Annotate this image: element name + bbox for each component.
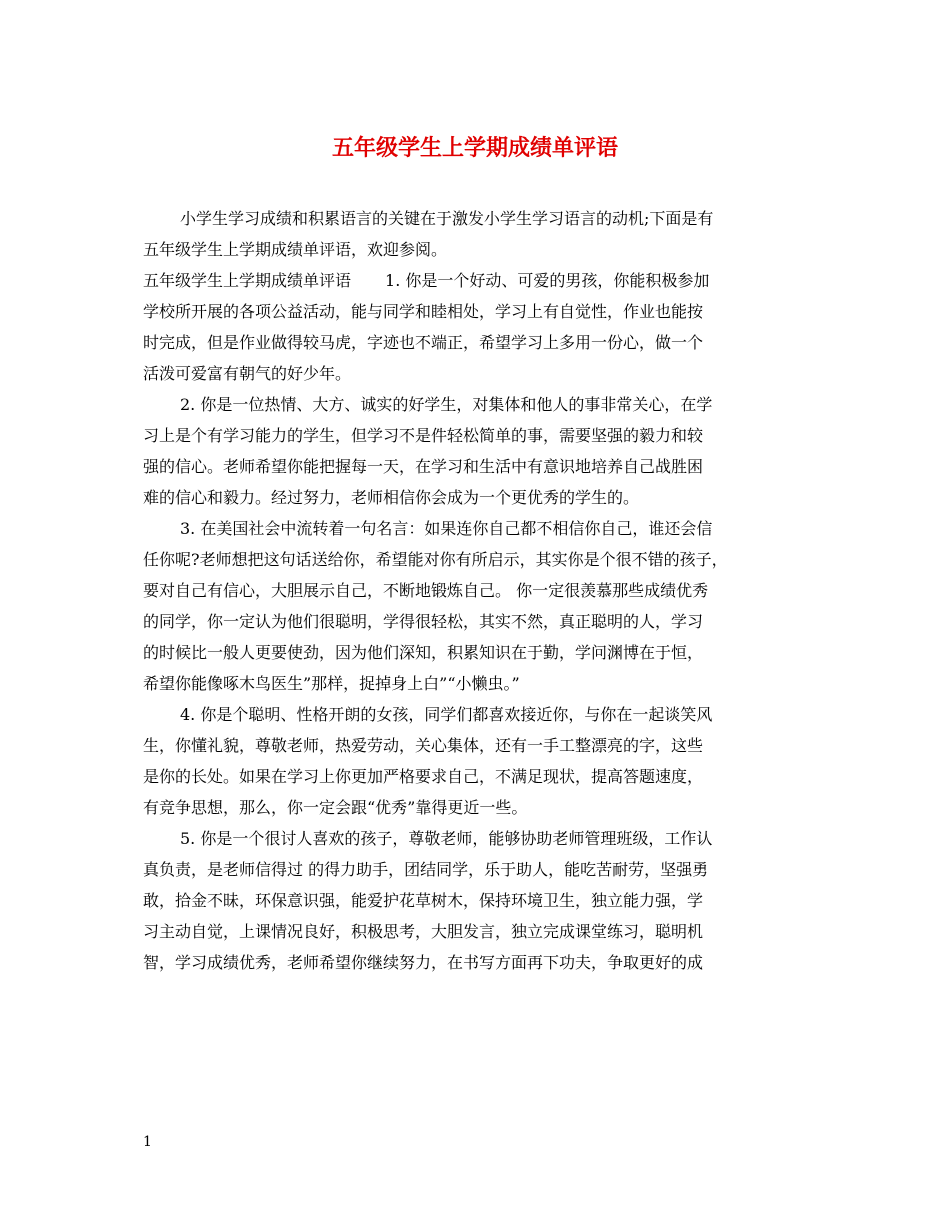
section-heading: 五年级学生上学期成绩单评语 [143, 271, 352, 290]
body-line: 学校所开展的各项公益活动，能与同学和睦相处，学习上有自觉性，作业也能按 [143, 302, 704, 321]
body-line: 五年级学生上学期成绩单评语，欢迎参阅。 [143, 240, 448, 259]
body-line: 时完成，但是作业做得较马虎，字迹也不端正，希望学习上多用一份心，做一个 [143, 333, 704, 352]
body-line: 小学生学习成绩和积累语言的关键在于激发小学生学习语言的动机;下面是有 [180, 209, 714, 228]
body-line: 任你呢?老师想把这句话送给你，希望能对你有所启示，其实你是个很不错的孩子， [143, 550, 728, 569]
body-line: 活泼可爱富有朝气的好少年。 [143, 364, 352, 383]
comment-item-1-start: 1. 你是一个好动、可爱的男孩，你能积极参加 [385, 271, 710, 290]
body-line: 希望你能像啄木鸟医生”那样，捉掉身上白”“小懒虫。” [143, 674, 520, 693]
body-line: 真负责，是老师信得过 的得力助手，团结同学，乐于助人，能吃苦耐劳，坚强勇 [143, 860, 709, 879]
document-title: 五年级学生上学期成绩单评语 [331, 135, 618, 161]
page-number: 1 [143, 1134, 152, 1150]
body-line: 有竞争思想，那么，你一定会跟“优秀”靠得更近一些。 [143, 798, 528, 817]
comment-item-4-start: 4. 你是个聪明、性格开朗的女孩，同学们都喜欢接近你，与你在一起谈笑风 [180, 705, 713, 724]
body-line: 生，你懂礼貌，尊敬老师，热爱劳动，关心集体，还有一手工整漂亮的字，这些 [143, 736, 704, 755]
body-line: 习上是个有学习能力的学生，但学习不是件轻松简单的事，需要坚强的毅力和较 [143, 426, 704, 445]
comment-item-2-start: 2. 你是一位热情、大方、诚实的好学生，对集体和他人的事非常关心，在学 [180, 395, 713, 414]
body-line: 敢，拾金不昧，环保意识强，能爱护花草树木，保持环境卫生，独立能力强，学 [143, 891, 704, 910]
body-line-with-heading [143, 265, 815, 296]
document-body [143, 203, 815, 978]
body-line: 习主动自觉，上课情况良好，积极思考，大胆发言，独立完成课堂练习，聪明机 [143, 922, 704, 941]
body-line: 强的信心。老师希望你能把握每一天，在学习和生活中有意识地培养自己战胜困 [143, 457, 704, 476]
body-line: 智，学习成绩优秀，老师希望你继续努力，在书写方面再下功夫，争取更好的成 [143, 953, 704, 972]
comment-item-5-start: 5. 你是一个很讨人喜欢的孩子，尊敬老师，能够协助老师管理班级，工作认 [180, 829, 713, 848]
body-line: 的同学，你一定认为他们很聪明，学得很轻松，其实不然，真正聪明的人，学习 [143, 612, 704, 631]
body-line: 要对自己有信心，大胆展示自己，不断地锻炼自己。 你一定很羡慕那些成绩优秀 [143, 581, 709, 600]
body-line: 难的信心和毅力。经过努力，老师相信你会成为一个更优秀的学生的。 [143, 488, 640, 507]
body-line: 是你的长处。如果在学习上你更加严格要求自己，不满足现状，提高答题速度， [143, 767, 704, 786]
body-line: 的时候比一般人更要使劲，因为他们深知，积累知识在于勤，学问渊博在于恒， [143, 643, 704, 662]
comment-item-3-start: 3. 在美国社会中流转着一句名言：如果连你自己都不相信你自己，谁还会信 [180, 519, 713, 538]
